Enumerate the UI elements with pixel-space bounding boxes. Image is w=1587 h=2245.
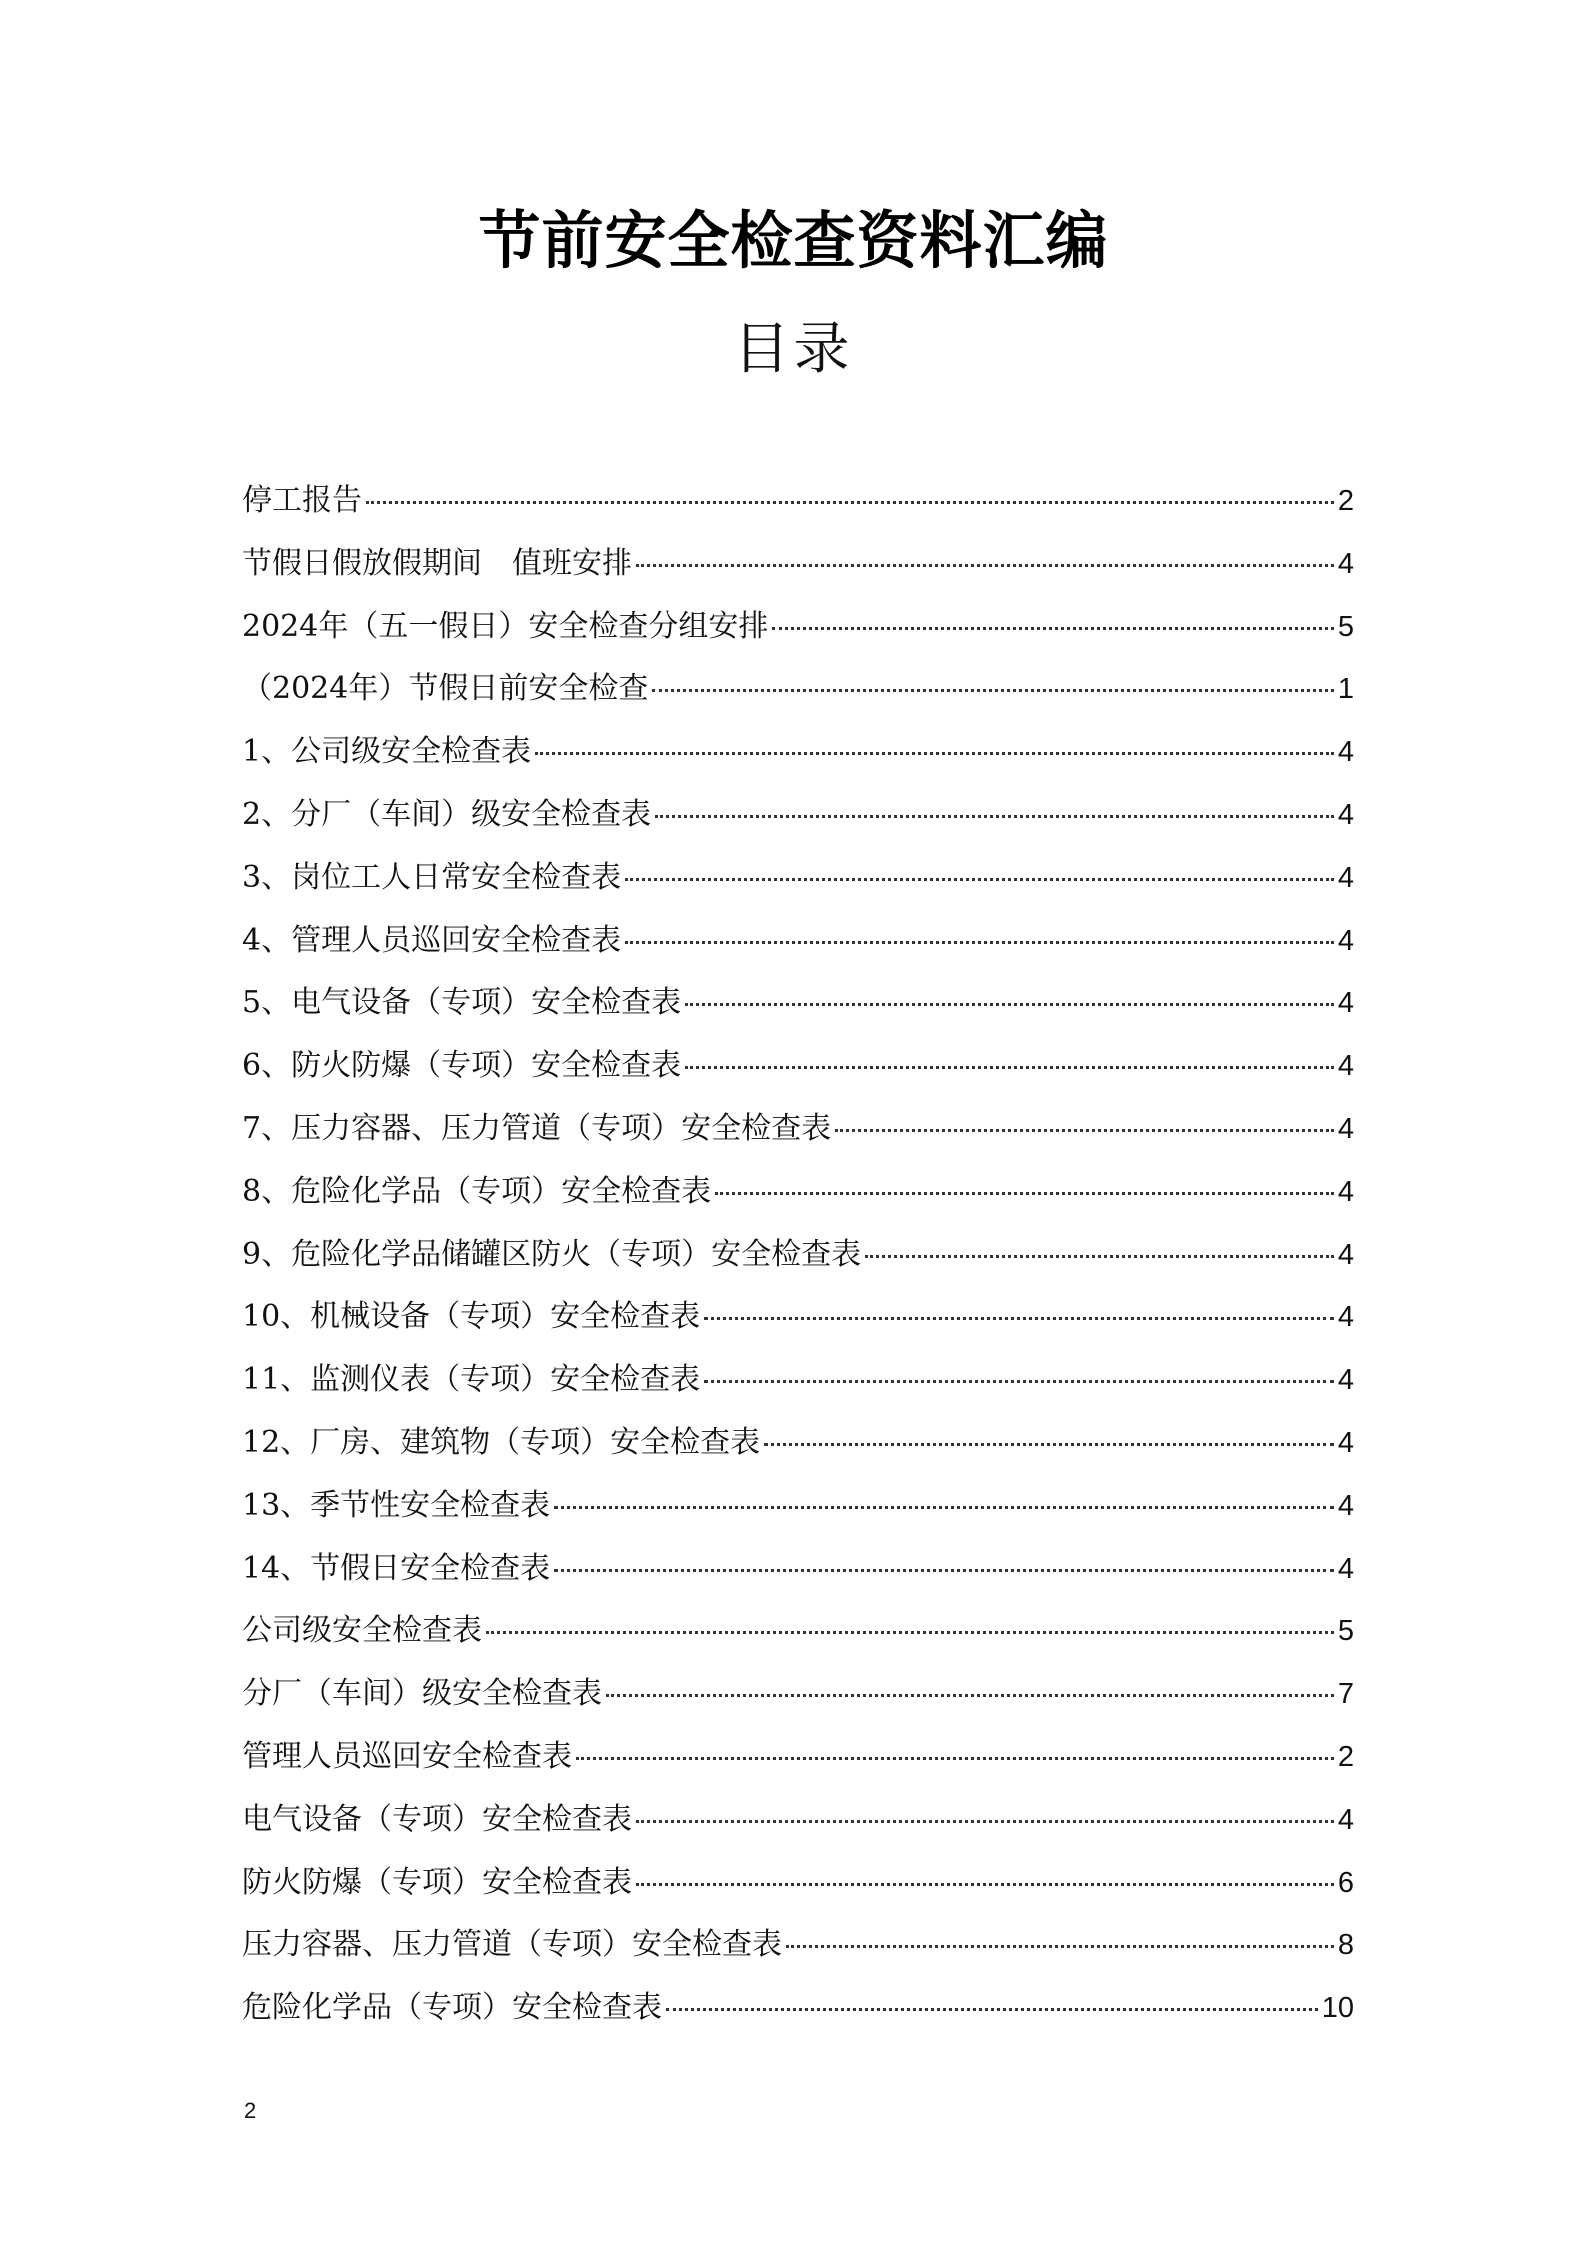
toc-entry[interactable] — [242, 721, 1354, 784]
toc-entry-page: 4 — [1337, 1050, 1354, 1083]
toc-entry-page: 4 — [1337, 798, 1354, 831]
toc-dot-leader — [772, 627, 1334, 630]
toc-entry-page: 4 — [1337, 1238, 1354, 1271]
toc-entry-label: 9、危险化学品储罐区防火（专项）安全检查表 — [242, 1236, 862, 1272]
toc-entry[interactable] — [242, 1098, 1354, 1161]
toc-entry-page: 7 — [1337, 1678, 1354, 1711]
toc-entry[interactable] — [242, 1726, 1354, 1789]
toc-entry-page: 4 — [1337, 1426, 1354, 1459]
toc-entry[interactable] — [242, 533, 1354, 596]
toc-entry[interactable] — [242, 1224, 1354, 1287]
toc-entry[interactable] — [242, 1977, 1354, 2040]
toc-dot-leader — [554, 1506, 1334, 1509]
toc-entry-label: 防火防爆（专项）安全检查表 — [242, 1864, 632, 1900]
toc-entry-page: 4 — [1337, 1301, 1354, 1334]
toc-entry-label: （2024年）节假日前安全检查 — [242, 671, 649, 707]
toc-dot-leader — [685, 1003, 1334, 1006]
toc-entry-page: 6 — [1337, 1866, 1354, 1899]
toc-entry-label: 10、机械设备（专项）安全检查表 — [242, 1299, 701, 1335]
toc-dot-leader — [636, 1883, 1334, 1886]
toc-entry-page: 5 — [1337, 1615, 1354, 1648]
toc-entry-page: 4 — [1337, 987, 1354, 1020]
toc-dot-leader — [625, 941, 1334, 944]
toc-entry-page: 2 — [1337, 485, 1354, 517]
toc-entry-label: 6、防火防爆（专项）安全检查表 — [242, 1048, 682, 1084]
toc-entry-label: 3、岗位工人日常安全检查表 — [242, 859, 622, 895]
toc-entry-label: 12、厂房、建筑物（专项）安全检查表 — [242, 1424, 761, 1460]
toc-entry[interactable] — [242, 1789, 1354, 1852]
toc-entry-page: 4 — [1337, 547, 1354, 580]
toc-entry[interactable] — [242, 470, 1354, 533]
toc-entry[interactable] — [242, 1412, 1354, 1475]
toc-entry-label: 2024年（五一假日）安全检查分组安排 — [242, 608, 769, 644]
toc-entry-label: 压力容器、压力管道（专项）安全检查表 — [242, 1927, 782, 1963]
toc-entry-label: 11、监测仪表（专项）安全检查表 — [242, 1362, 701, 1398]
toc-entry-label: 14、节假日安全检查表 — [242, 1550, 551, 1586]
toc-entry-page: 8 — [1337, 1929, 1354, 1962]
toc-entry[interactable] — [242, 1286, 1354, 1349]
toc-dot-leader — [606, 1694, 1334, 1697]
toc-dot-leader — [715, 1192, 1334, 1195]
toc-entry-label: 4、管理人员巡回安全检查表 — [242, 922, 622, 958]
toc-dot-leader — [704, 1380, 1334, 1383]
toc-dot-leader — [636, 1820, 1334, 1823]
toc-dot-leader — [636, 564, 1334, 567]
toc-entry-page: 4 — [1337, 1112, 1354, 1145]
toc-entry-page: 4 — [1337, 924, 1354, 957]
toc-entry[interactable] — [242, 1914, 1354, 1977]
toc-dot-leader — [685, 1066, 1334, 1069]
toc-dot-leader — [764, 1443, 1334, 1446]
toc-entry[interactable] — [242, 1600, 1354, 1663]
toc-entry-label: 8、危险化学品（专项）安全检查表 — [242, 1173, 712, 1209]
toc-entry-label: 电气设备（专项）安全检查表 — [242, 1801, 632, 1837]
toc-dot-leader — [366, 501, 1334, 504]
toc-entry-page: 4 — [1337, 1489, 1354, 1522]
toc-dot-leader — [835, 1129, 1334, 1132]
toc-entry-page: 10 — [1321, 1992, 1354, 2025]
toc-entry-page: 4 — [1337, 1175, 1354, 1208]
toc-entry[interactable] — [242, 658, 1354, 721]
toc-entry[interactable] — [242, 972, 1354, 1035]
toc-entry-page: 4 — [1337, 1364, 1354, 1397]
toc-entry[interactable] — [242, 1349, 1354, 1412]
toc-entry[interactable] — [242, 1538, 1354, 1601]
toc-entry-label: 7、压力容器、压力管道（专项）安全检查表 — [242, 1110, 832, 1146]
toc-heading: 目录 — [733, 317, 854, 382]
toc-entry-label: 管理人员巡回安全检查表 — [242, 1738, 572, 1774]
toc-entry[interactable] — [242, 1475, 1354, 1538]
toc-entry[interactable] — [242, 1035, 1354, 1098]
toc-dot-leader — [786, 1945, 1334, 1948]
toc-dot-leader — [704, 1317, 1334, 1320]
toc-dot-leader — [666, 2008, 1318, 2011]
toc-entry-page: 5 — [1337, 610, 1354, 643]
toc-entry[interactable] — [242, 1663, 1354, 1726]
toc-entry[interactable] — [242, 1852, 1354, 1915]
toc-entry[interactable] — [242, 910, 1354, 973]
toc-dot-leader — [576, 1757, 1334, 1760]
toc-dot-leader — [625, 878, 1334, 881]
toc-entry[interactable] — [242, 847, 1354, 910]
toc-entry-page: 1 — [1337, 673, 1354, 706]
toc-dot-leader — [652, 689, 1334, 692]
toc-entry-label: 节假日假放假期间 值班安排 — [242, 545, 632, 581]
toc-dot-leader — [535, 752, 1334, 755]
toc-entry-label: 1、公司级安全检查表 — [242, 734, 532, 770]
toc-entry[interactable] — [242, 1161, 1354, 1224]
toc-dot-leader — [486, 1631, 1334, 1634]
toc-dot-leader — [865, 1255, 1334, 1258]
toc-entry[interactable] — [242, 596, 1354, 659]
toc-entry-page: 4 — [1337, 736, 1354, 769]
toc-entry[interactable] — [242, 784, 1354, 847]
toc-dot-leader — [554, 1569, 1334, 1572]
toc-entry-page: 4 — [1337, 1803, 1354, 1836]
toc-entry-label: 5、电气设备（专项）安全检查表 — [242, 985, 682, 1021]
document-title: 节前安全检查资料汇编 — [478, 204, 1109, 277]
page-number: 2 — [244, 2098, 257, 2123]
table-of-contents — [242, 470, 1354, 2040]
toc-entry-page: 4 — [1337, 1552, 1354, 1585]
toc-entry-label: 13、季节性安全检查表 — [242, 1487, 551, 1523]
toc-entry-label: 2、分厂（车间）级安全检查表 — [242, 796, 652, 832]
toc-entry-page: 2 — [1337, 1740, 1354, 1773]
toc-entry-label: 危险化学品（专项）安全检查表 — [242, 1990, 662, 2026]
toc-entry-page: 4 — [1337, 861, 1354, 894]
toc-entry-label: 公司级安全检查表 — [242, 1613, 482, 1649]
toc-entry-label: 停工报告 — [242, 483, 362, 518]
toc-dot-leader — [655, 815, 1334, 818]
toc-entry-label: 分厂（车间）级安全检查表 — [242, 1676, 602, 1712]
